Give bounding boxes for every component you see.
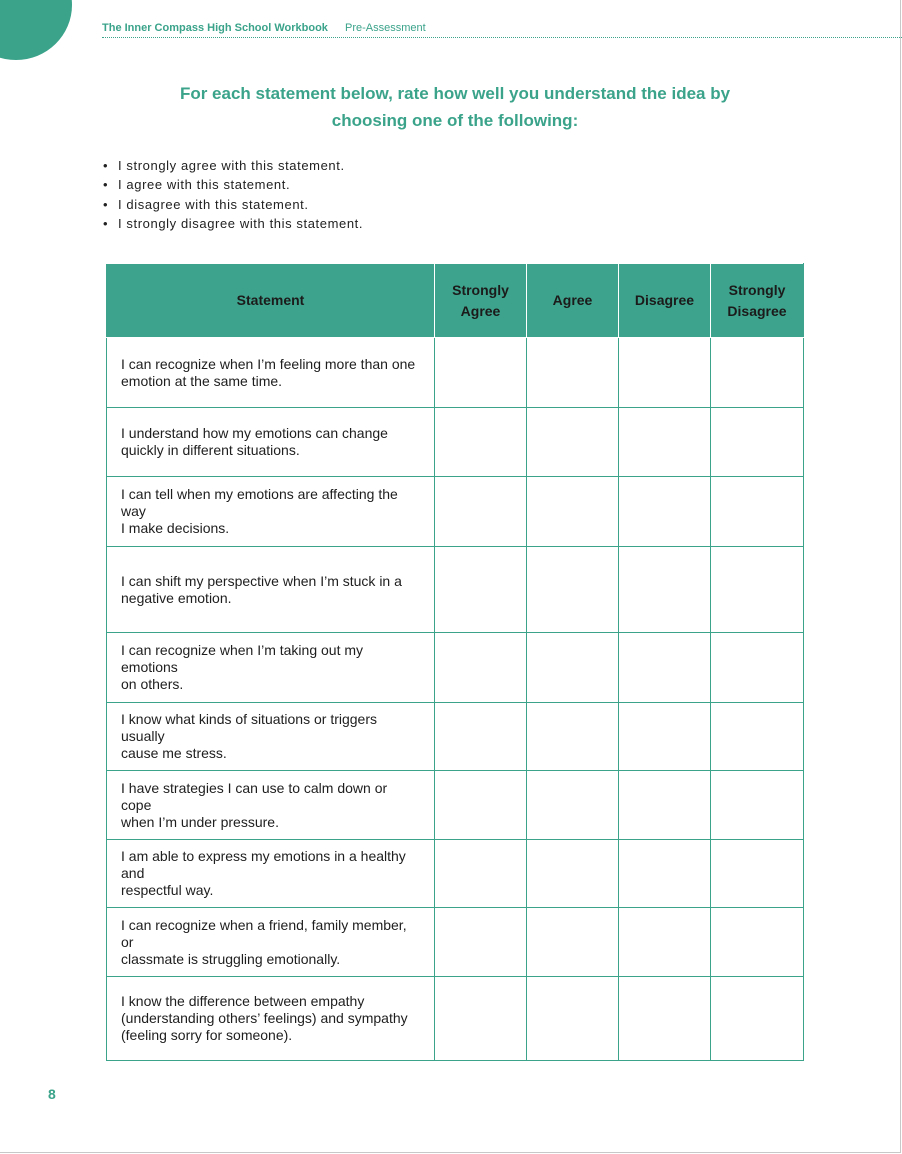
- rating-cell-agree[interactable]: [527, 477, 619, 547]
- rating-cell-strongly-disagree[interactable]: [711, 547, 804, 633]
- table-row: [107, 703, 804, 771]
- rating-cell-disagree[interactable]: [619, 547, 711, 633]
- rating-cell-agree[interactable]: [527, 703, 619, 771]
- rating-cell-strongly-disagree[interactable]: [711, 703, 804, 771]
- rating-cell-strongly-agree[interactable]: [435, 840, 527, 908]
- statement-cell: I know the difference between empathy (understanding others’ feelings) and sympathy (feeling sorry for someone).: [107, 977, 435, 1061]
- statement-cell: I can tell when my emotions are affecting the way I make decisions.: [107, 477, 435, 547]
- rating-cell-strongly-agree[interactable]: [435, 547, 527, 633]
- rating-cell-strongly-agree[interactable]: [435, 338, 527, 408]
- option-item: • I strongly agree with this statement.: [103, 158, 345, 173]
- statement-cell: I can recognize when I’m taking out my emotions on others.: [107, 633, 435, 703]
- rating-cell-disagree[interactable]: [619, 703, 711, 771]
- option-item: • I strongly disagree with this statement.: [103, 215, 364, 231]
- statement-cell: I can recognize when I’m feeling more than one emotion at the same time.: [107, 338, 435, 408]
- rating-cell-strongly-agree[interactable]: [435, 408, 527, 477]
- page-number: 8: [48, 1086, 56, 1102]
- table-row: [107, 977, 804, 1061]
- option-item: • I disagree with this statement.: [103, 196, 309, 212]
- rating-cell-strongly-agree[interactable]: [435, 477, 527, 547]
- rating-cell-disagree[interactable]: [619, 840, 711, 908]
- instructions-line-1: For each statement below, rate how well you understand the idea by: [179, 84, 731, 103]
- rating-cell-agree[interactable]: [527, 338, 619, 408]
- table-row: [107, 908, 804, 977]
- table-row: [107, 477, 804, 547]
- column-header-strongly-agree: Strongly Agree: [435, 264, 527, 338]
- rating-cell-strongly-disagree[interactable]: [711, 840, 804, 908]
- rating-cell-disagree[interactable]: [619, 908, 711, 977]
- rating-options-list: [103, 156, 363, 233]
- statement-cell: I can shift my perspective when I’m stuck in a negative emotion.: [107, 547, 435, 633]
- statement-cell: I understand how my emotions can change quickly in different situations.: [107, 408, 435, 477]
- table-row: [107, 338, 804, 408]
- rating-cell-strongly-agree[interactable]: [435, 977, 527, 1061]
- instructions-line-2: choosing one of the following:: [331, 111, 579, 130]
- rating-cell-strongly-disagree[interactable]: [711, 408, 804, 477]
- option-item: • I agree with this statement.: [103, 177, 291, 193]
- column-header-agree: Agree: [527, 264, 619, 338]
- rating-cell-strongly-agree[interactable]: [435, 771, 527, 840]
- rating-cell-strongly-agree[interactable]: [435, 633, 527, 703]
- rating-cell-agree[interactable]: [527, 547, 619, 633]
- book-title: The Inner Compass High School Workbook: [102, 22, 328, 34]
- assessment-table: [106, 263, 804, 1061]
- rating-cell-agree[interactable]: [527, 408, 619, 477]
- rating-cell-strongly-disagree[interactable]: [711, 338, 804, 408]
- rating-cell-strongly-agree[interactable]: [435, 703, 527, 771]
- option-text: I strongly agree with this statement.: [118, 158, 345, 173]
- section-name: Pre-Assessment: [345, 22, 426, 34]
- rating-cell-agree[interactable]: [527, 977, 619, 1061]
- rating-cell-disagree[interactable]: [619, 477, 711, 547]
- statement-cell: I have strategies I can use to calm down or cope when I’m under pressure.: [107, 771, 435, 840]
- table-row: [107, 408, 804, 477]
- rating-cell-disagree[interactable]: [619, 408, 711, 477]
- rating-cell-agree[interactable]: [527, 908, 619, 977]
- rating-cell-disagree[interactable]: [619, 977, 711, 1061]
- column-header-statement: Statement: [107, 264, 435, 338]
- statement-cell: I am able to express my emotions in a healthy and respectful way.: [107, 840, 435, 908]
- rating-cell-disagree[interactable]: [619, 771, 711, 840]
- column-header-strongly-disagree: Strongly Disagree: [711, 264, 804, 338]
- table-row: [107, 840, 804, 908]
- table-row: [107, 547, 804, 633]
- rating-cell-strongly-disagree[interactable]: [711, 771, 804, 840]
- option-text: I agree with this statement.: [118, 177, 291, 193]
- rating-cell-agree[interactable]: [527, 633, 619, 703]
- rating-cell-strongly-disagree[interactable]: [711, 477, 804, 547]
- rating-cell-strongly-disagree[interactable]: [711, 908, 804, 977]
- table-header-row: [107, 264, 804, 338]
- rating-cell-strongly-disagree[interactable]: [711, 977, 804, 1061]
- statement-cell: I can recognize when a friend, family member, or classmate is struggling emotionally.: [107, 908, 435, 977]
- rating-cell-strongly-agree[interactable]: [435, 908, 527, 977]
- running-header: [102, 22, 902, 38]
- table-row: [107, 633, 804, 703]
- option-text: I disagree with this statement.: [118, 196, 309, 212]
- column-header-disagree: Disagree: [619, 264, 711, 338]
- statement-cell: I know what kinds of situations or triggers usually cause me stress.: [107, 703, 435, 771]
- rating-cell-disagree[interactable]: [619, 633, 711, 703]
- rating-cell-strongly-disagree[interactable]: [711, 633, 804, 703]
- rating-cell-agree[interactable]: [527, 771, 619, 840]
- rating-cell-disagree[interactable]: [619, 338, 711, 408]
- option-text: I strongly disagree with this statement.: [118, 215, 364, 231]
- table-row: [107, 771, 804, 840]
- rating-cell-agree[interactable]: [527, 840, 619, 908]
- instructions-heading: [110, 80, 800, 134]
